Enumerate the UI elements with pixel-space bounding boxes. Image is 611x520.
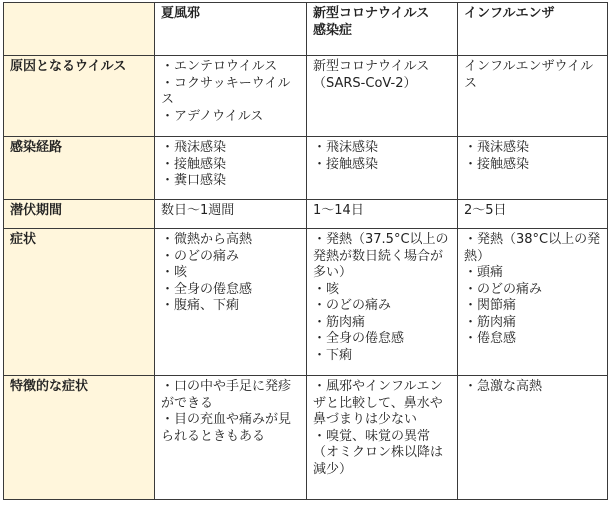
table-row (4, 137, 608, 200)
row-header-symptoms: 症状 (4, 229, 155, 376)
incubation-influenza-cell: 2〜5日 (458, 200, 608, 229)
cause-summer-cold-cell: ・エンテロウイルス ・コクサッキーウイルス ・アデノウイルス (155, 56, 307, 137)
incubation-covid-cell: 1〜14日 (307, 200, 458, 229)
route-summer-cold-cell: ・飛沫感染 ・接触感染 ・糞口感染 (155, 137, 307, 200)
incubation-summer-cold-cell: 数日〜1週間 (155, 200, 307, 229)
table-row (4, 376, 608, 500)
characteristic-influenza-cell: ・急激な高熱 (458, 376, 608, 500)
cause-influenza-cell: インフルエンザウイルス (458, 56, 608, 137)
row-header-route: 感染経路 (4, 137, 155, 200)
route-influenza-cell: ・飛沫感染 ・接触感染 (458, 137, 608, 200)
cause-covid-cell: 新型コロナウイルス （SARS-CoV-2） (307, 56, 458, 137)
comparison-table (3, 2, 608, 500)
table-row (4, 229, 608, 376)
table-row (4, 200, 608, 229)
table-row (4, 56, 608, 137)
row-header-characteristic: 特徴的な症状 (4, 376, 155, 500)
column-header-covid: 新型コロナウイルス 感染症 (307, 3, 458, 56)
symptoms-covid-cell: ・発熱（37.5°C以上の発熱が数日続く場合が多い） ・咳 ・のどの痛み ・筋肉痛 ・全身の倦怠感 ・下痢 (307, 229, 458, 376)
corner-cell (4, 3, 155, 56)
column-header-influenza: インフルエンザ (458, 3, 608, 56)
symptoms-summer-cold-cell: ・微熱から高熱 ・のどの痛み ・咳 ・全身の倦怠感 ・腹痛、下痢 (155, 229, 307, 376)
symptoms-influenza-cell: ・発熱（38°C以上の発熱） ・頭痛 ・のどの痛み ・関節痛 ・筋肉痛 ・倦怠感 (458, 229, 608, 376)
row-header-incubation: 潜伏期間 (4, 200, 155, 229)
characteristic-covid-cell: ・風邪やインフルエンザと比較して、鼻水や鼻づまりは少ない ・嗅覚、味覚の異常（オミクロン株以降は減少） (307, 376, 458, 500)
row-header-cause: 原因となるウイルス (4, 56, 155, 137)
characteristic-summer-cold-cell: ・口の中や手足に発疹ができる ・目の充血や痛みが見られるときもある (155, 376, 307, 500)
header-row (4, 3, 608, 56)
column-header-summer-cold: 夏風邪 (155, 3, 307, 56)
route-covid-cell: ・飛沫感染 ・接触感染 (307, 137, 458, 200)
